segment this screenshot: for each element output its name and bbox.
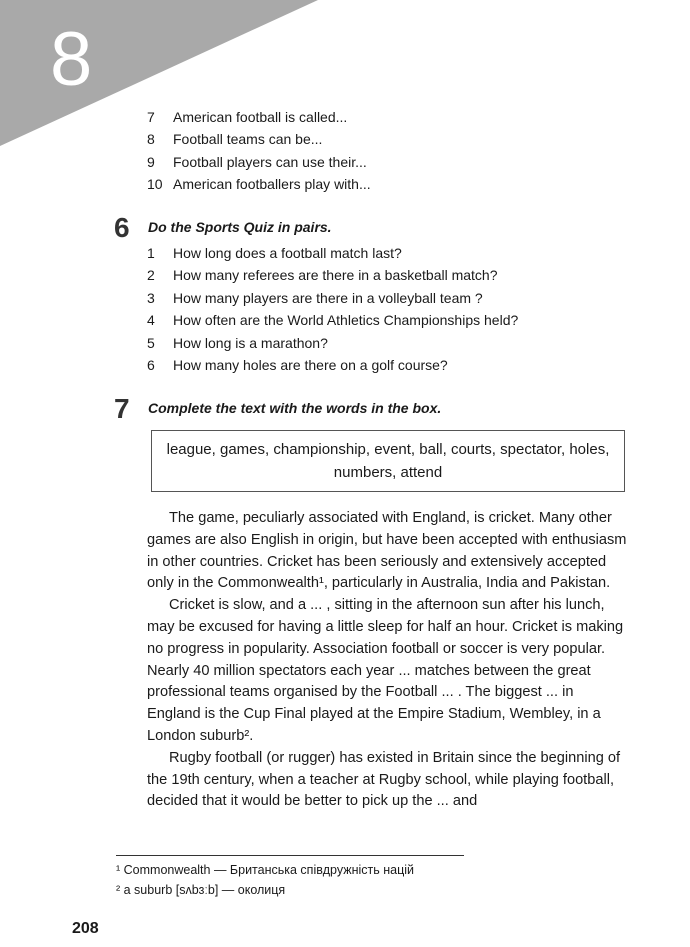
exercise-7-instruction: Complete the text with the words in the box.	[148, 400, 442, 416]
list-item: 1 How long does a football match last?	[147, 245, 402, 261]
list-item: 4 How often are the World Athletics Championships held?	[147, 312, 519, 329]
list-item: 10 American footballers play with...	[147, 176, 371, 193]
exercise-6-instruction: Do the Sports Quiz in pairs.	[148, 219, 332, 235]
footnotes	[116, 860, 414, 900]
paragraph: The game, peculiarly associated with England, is cricket. Many other games are also English in origin, but have been accepted with enthusiasm in other countries. Cricket has been seriously and extensively accepted only in the Commonwealth¹, particularly in Australia, India and Pakistan.	[147, 510, 627, 592]
list-item: 8 Football teams can be...	[147, 131, 323, 148]
reading-text	[147, 508, 627, 813]
page-number: 208	[72, 920, 99, 937]
word-box: league, games, championship, event, ball, courts, spectator, holes, numbers, attend	[151, 430, 625, 492]
exercise-6-number: 6	[114, 212, 130, 243]
list-item: 5 How long is a marathon?	[147, 334, 328, 351]
list-item: 7 American football is called...	[147, 109, 348, 125]
continued-question-list	[147, 106, 371, 196]
list-item: 2 How many referees are there in a basketball match?	[147, 267, 498, 284]
footnote: ² a suburb [sʌbɜːb] — околиця	[116, 883, 286, 897]
list-item: 6 How many holes are there on a golf course?	[147, 356, 448, 373]
paragraph: Cricket is slow, and a ... , sitting in the afternoon sun after his lunch, may be excused for having a little sleep for half an hour. Cricket is making no progress in popularity. Association football or soccer is very popular. Nearly 40 million spectators each year ... matches between the great professional teams organised by the Football ... . The biggest ... in England is the Cup Final played at the Empire Stadium, Wembley, in a London suburb².	[147, 597, 624, 744]
list-item: 9 Football players can use their...	[147, 153, 367, 170]
paragraph: Rugby football (or rugger) has existed in Britain since the beginning of the 19th century, when a teacher at Rugby school, while playing football, decided that it would be better to pick up the ... and	[147, 749, 621, 810]
footnote-divider	[116, 855, 464, 856]
footnote: ¹ Commonwealth — Британська співдружність націй	[116, 863, 414, 877]
sports-quiz-list	[147, 242, 518, 376]
exercise-7-number: 7	[114, 393, 130, 424]
list-item: 3 How many players are there in a volleyball team ?	[147, 289, 483, 306]
unit-number: 8	[50, 17, 93, 102]
